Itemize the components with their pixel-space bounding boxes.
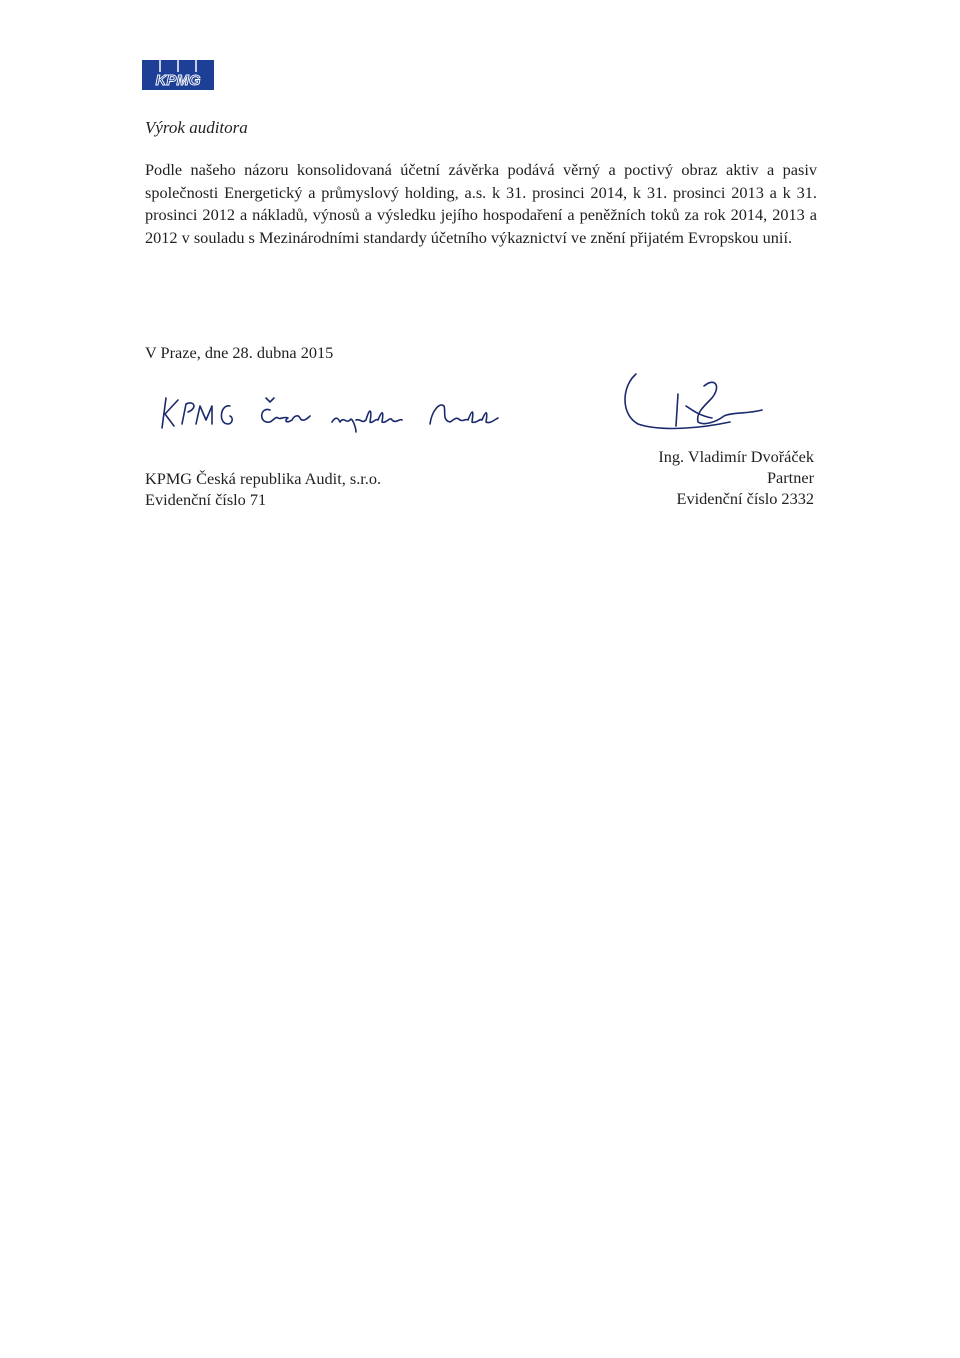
logo-text: KPMG [155, 72, 201, 89]
firm-handwritten-signature [160, 380, 520, 440]
signatory-firm-block [145, 468, 381, 510]
audit-opinion-paragraph: Podle našeho názoru konsolidovaná účetní závěrka podává věrný a poctivý obraz aktiv a pasiv společnosti Energetický a průmyslový holding, a.s. k 31. prosinci 2014, k 31. prosinci 2013 a k 31. prosinci 2012 a nákladů, výnosů a výsledku jejího hospodaření a peněžních toků za rok 2014, 2013 a 2012 v souladu s Mezinárodními standardy účetního výkaznictví ve znění přijatém Evropskou unií. [145, 160, 817, 247]
section-heading: Výrok auditora [145, 118, 248, 137]
partner-name: Ing. Vladimír Dvořáček [658, 447, 814, 466]
place-and-date: V Praze, dne 28. dubna 2015 [145, 343, 334, 362]
partner-registration-number: Evidenční číslo 2332 [676, 489, 814, 508]
signatory-partner-block [658, 446, 814, 509]
partner-role: Partner [766, 468, 814, 487]
firm-name: KPMG Česká republika Audit, s.r.o. [145, 469, 382, 488]
kpmg-logo [142, 60, 214, 90]
firm-registration-number: Evidenční číslo 71 [145, 490, 267, 509]
partner-handwritten-signature [612, 366, 782, 441]
